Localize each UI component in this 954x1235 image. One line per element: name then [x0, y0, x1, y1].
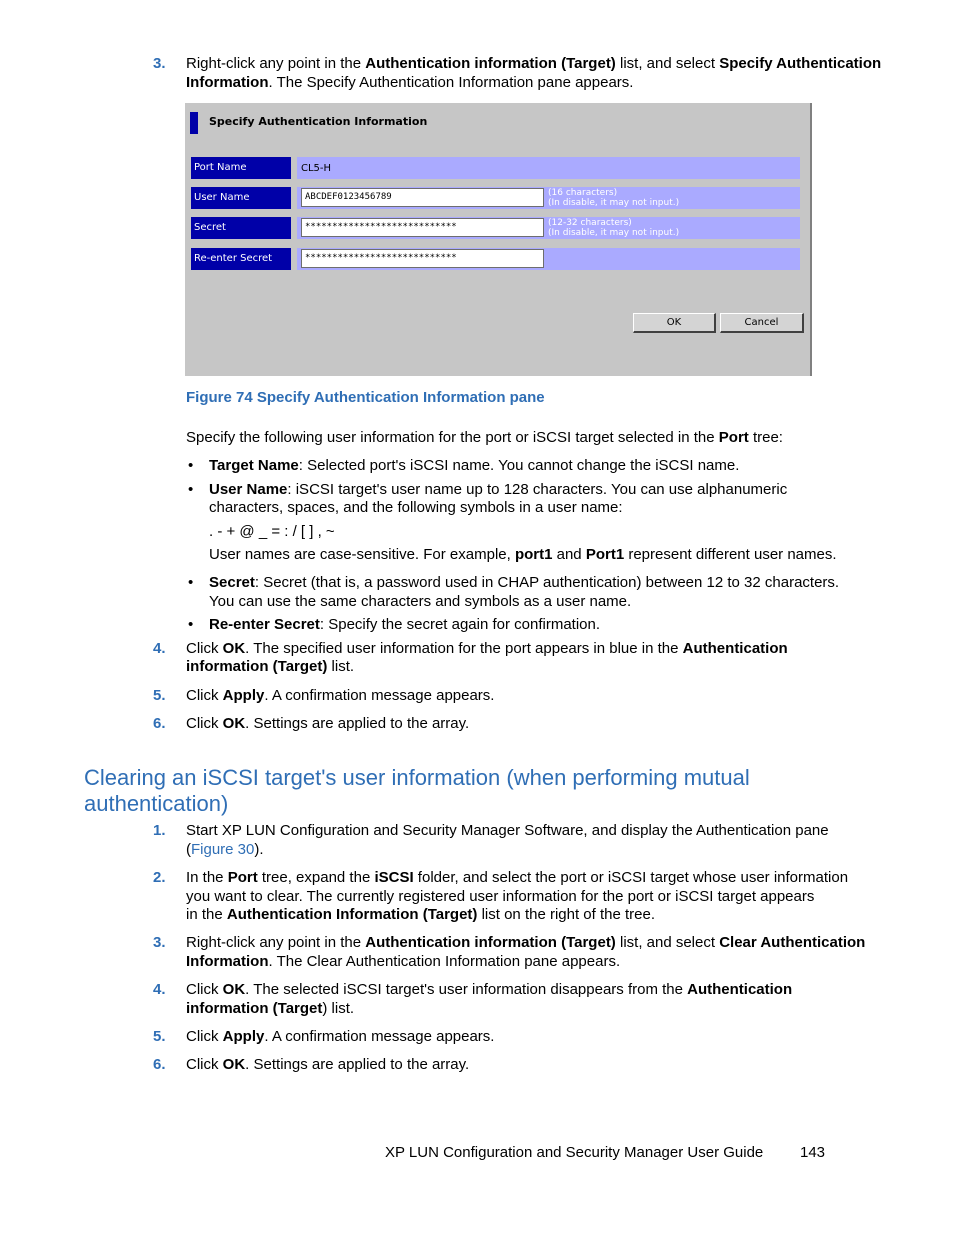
- step-text: Right-click any point in the Authentication information (Target) list, and select Specify Authentication: [186, 55, 882, 72]
- step-number: 2.: [153, 869, 166, 886]
- bullet: •: [188, 616, 194, 633]
- intro-text: Specify the following user information for the port or iSCSI target selected in the Port tree:: [186, 429, 783, 446]
- step-text: Right-click any point in the Authentication information (Target) list, and select Clear Authentication: [186, 934, 866, 951]
- step-number: 3.: [153, 934, 166, 951]
- step-number: 3.: [153, 55, 166, 72]
- footer-title: XP LUN Configuration and Security Manager User Guide: [385, 1144, 764, 1161]
- bullet-secret-cont: You can use the same characters and symbols as a user name.: [209, 593, 632, 610]
- step-text: In the Port tree, expand the iSCSI folder, and select the port or iSCSI target whose user information: [186, 869, 849, 886]
- port-name-label: Port Name: [191, 157, 291, 179]
- step-number: 6.: [153, 1056, 166, 1073]
- step-number: 5.: [153, 687, 166, 704]
- pane-title: Specify Authentication Information: [209, 115, 428, 128]
- user-name-label: User Name: [191, 187, 291, 209]
- step-text: Click Apply. A confirmation message appears.: [186, 687, 495, 704]
- ok-button[interactable]: OK: [633, 313, 716, 333]
- reenter-secret-input[interactable]: ****************************: [301, 249, 544, 268]
- bullet-target-name: Target Name: Selected port's iSCSI name. You cannot change the iSCSI name.: [209, 457, 740, 474]
- step-text: (Figure 30).: [186, 841, 264, 858]
- user-name-input[interactable]: ABCDEF0123456789: [301, 188, 544, 207]
- step-number: 1.: [153, 822, 166, 839]
- bullet-secret: Secret: Secret (that is, a password used in CHAP authentication) between 12 to 32 characters.: [209, 574, 840, 591]
- figure-caption: Figure 74 Specify Authentication Information pane: [186, 389, 545, 406]
- step-text: information (Target) list.: [186, 1000, 355, 1017]
- step-number: 5.: [153, 1028, 166, 1045]
- bullet: •: [188, 481, 194, 498]
- figure-30-link[interactable]: Figure 30: [191, 841, 255, 858]
- step-text: Click OK. Settings are applied to the array.: [186, 715, 470, 732]
- step-text: information (Target) list.: [186, 658, 355, 675]
- step-text: Click Apply. A confirmation message appears.: [186, 1028, 495, 1045]
- step-number: 4.: [153, 640, 166, 657]
- section-heading: Clearing an iSCSI target's user information (when performing mutual: [84, 765, 750, 790]
- bullet-user-name-cont: characters, spaces, and the following symbols in a user name:: [209, 499, 623, 516]
- case-sensitive-note: User names are case-sensitive. For example, port1 and Port1 represent different user names.: [209, 546, 837, 563]
- step-text: in the Authentication Information (Target) list on the right of the tree.: [186, 906, 656, 923]
- title-marker: [190, 112, 198, 134]
- step-number: 4.: [153, 981, 166, 998]
- step-text: Information. The Clear Authentication Information pane appears.: [186, 953, 621, 970]
- symbols-list: . - + @ _ = : / [ ] , ~: [209, 523, 335, 540]
- specify-auth-pane-screenshot: [185, 103, 812, 376]
- step-number: 6.: [153, 715, 166, 732]
- step-text: Click OK. Settings are applied to the array.: [186, 1056, 470, 1073]
- port-name-value: CL5-H: [301, 163, 332, 174]
- step-text: you want to clear. The currently registered user information for the port or iSCSI target appears: [186, 888, 815, 905]
- bullet: •: [188, 574, 194, 591]
- section-heading-cont: authentication): [84, 791, 229, 816]
- reenter-secret-label: Re-enter Secret: [191, 248, 291, 270]
- secret-label: Secret: [191, 217, 291, 239]
- cancel-button[interactable]: Cancel: [720, 313, 804, 333]
- bullet-user-name: User Name: iSCSI target's user name up to 128 characters. You can use alphanumeric: [209, 481, 788, 498]
- secret-input[interactable]: ****************************: [301, 218, 544, 237]
- step-text: Click OK. The selected iSCSI target's user information disappears from the Authentication: [186, 981, 793, 998]
- page-number: 143: [800, 1144, 826, 1161]
- bullet: •: [188, 457, 194, 474]
- step-text: Information. The Specify Authentication Information pane appears.: [186, 74, 634, 91]
- step-text: Click OK. The specified user information for the port appears in blue in the Authentication: [186, 640, 788, 657]
- bullet-reenter-secret: Re-enter Secret: Specify the secret again for confirmation.: [209, 616, 601, 633]
- port-name-row: [297, 157, 800, 179]
- step-text: Start XP LUN Configuration and Security Manager Software, and display the Authentication pane: [186, 822, 829, 839]
- user-name-note: (16 characters) (In disable, it may not input.): [548, 188, 680, 208]
- secret-note: (12-32 characters) (In disable, it may not input.): [548, 218, 680, 238]
